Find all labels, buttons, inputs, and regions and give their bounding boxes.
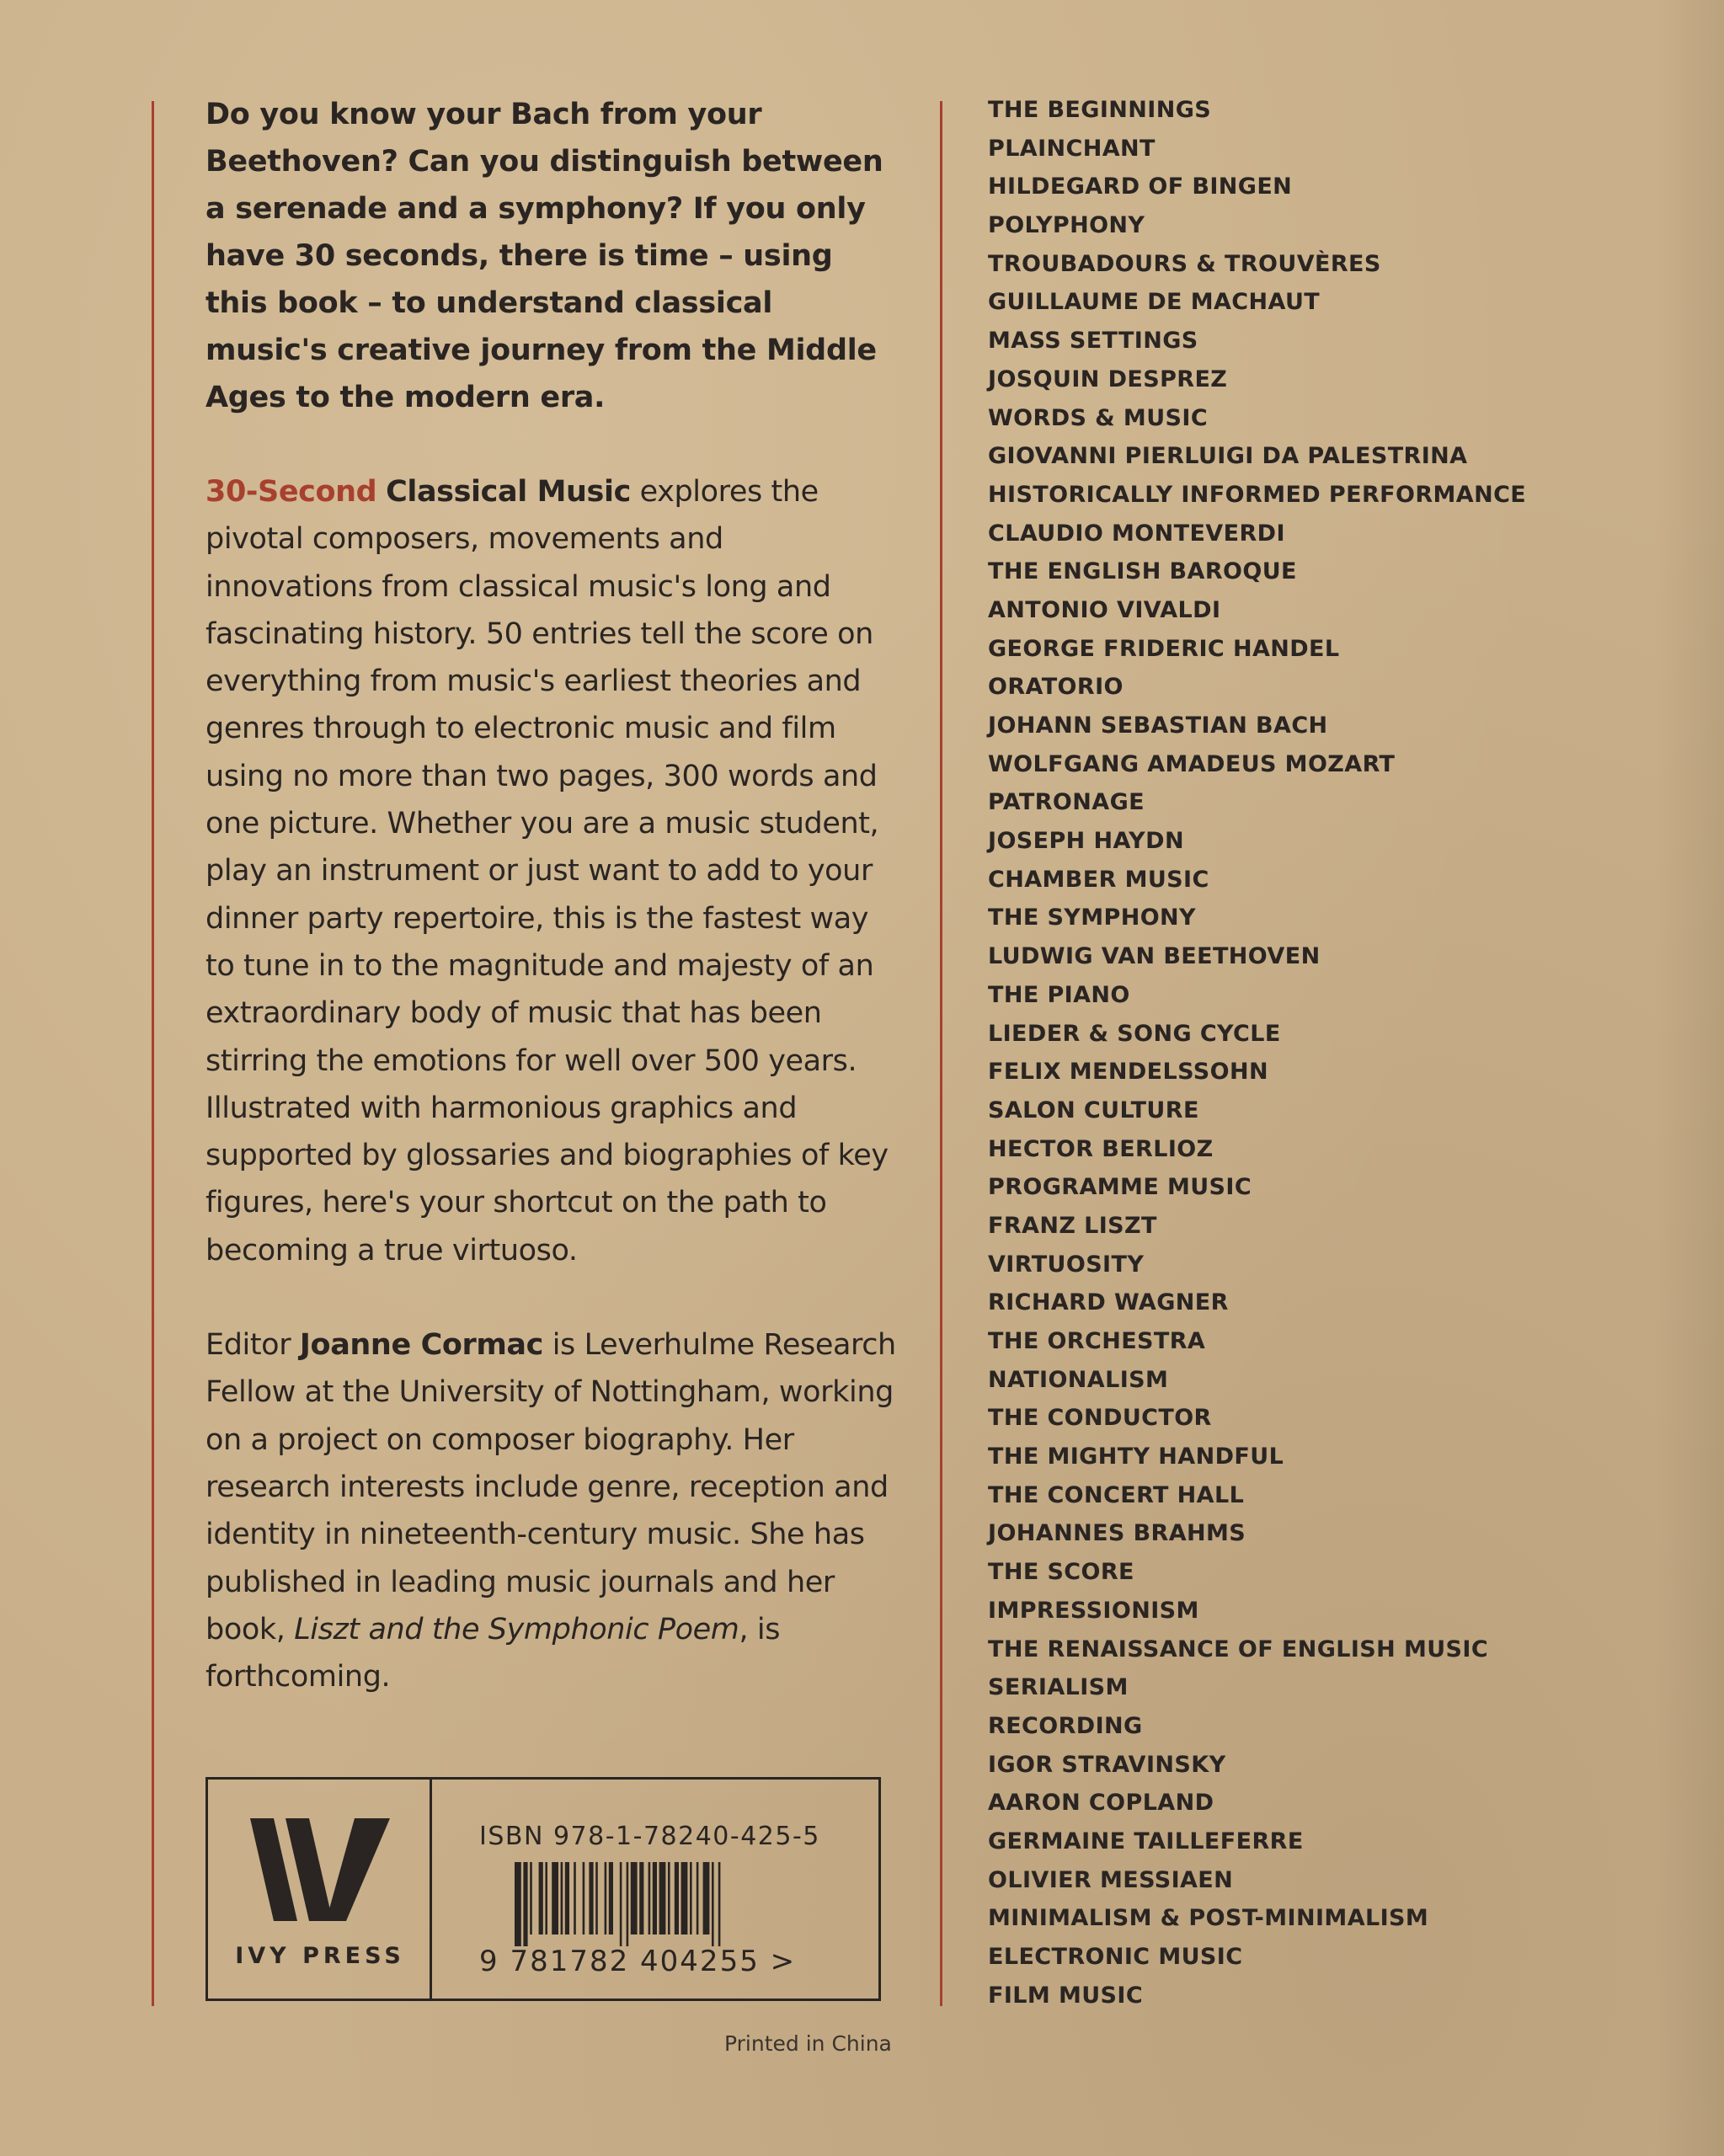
- contents-item: GUILLAUME DE MACHAUT: [988, 289, 1321, 316]
- contents-item: PROGRAMME MUSIC: [988, 1174, 1252, 1201]
- contents-item: SERIALISM: [988, 1674, 1129, 1701]
- contents-item: MINIMALISM & POST-MINIMALISM: [988, 1905, 1429, 1932]
- contents-item: THE RENAISSANCE OF ENGLISH MUSIC: [988, 1636, 1489, 1662]
- contents-item: JOHANNES BRAHMS: [988, 1520, 1246, 1547]
- barcode-bar: [530, 1862, 532, 1935]
- barcode-bar: [631, 1862, 638, 1935]
- column-divider-rule: [940, 101, 942, 2006]
- barcode-bar: [653, 1862, 657, 1935]
- contents-item: THE MIGHTY HANDFUL: [988, 1444, 1284, 1470]
- contents-item: FELIX MENDELSSOHN: [988, 1059, 1268, 1086]
- description-paragraph: [205, 468, 896, 1274]
- blurb-column: [205, 91, 896, 1700]
- contents-item: PLAINCHANT: [988, 135, 1156, 162]
- contents-item: THE BEGINNINGS: [988, 97, 1212, 123]
- contents-item: THE CONCERT HALL: [988, 1481, 1245, 1508]
- contents-item: RECORDING: [988, 1712, 1143, 1739]
- contents-item: FRANZ LISZT: [988, 1212, 1157, 1239]
- barcode-bar: [605, 1862, 607, 1935]
- publisher-logo-cell: [208, 1780, 432, 1999]
- contents-item: JOHANN SEBASTIAN BACH: [988, 712, 1328, 739]
- contents-item: THE ORCHESTRA: [988, 1328, 1206, 1354]
- barcode-bar: [561, 1862, 563, 1935]
- contents-item: WOLFGANG AMADEUS MOZART: [988, 750, 1396, 777]
- barcode-bar: [545, 1862, 547, 1935]
- contents-item: GERMAINE TAILLEFERRE: [988, 1828, 1304, 1854]
- contents-item: IMPRESSIONISM: [988, 1597, 1199, 1624]
- contents-item: TROUBADOURS & TROUVÈRES: [988, 250, 1381, 277]
- barcode-bar: [523, 1862, 527, 1946]
- barcode-bar: [539, 1862, 543, 1935]
- contents-item: GEORGE FRIDERIC HANDEL: [988, 635, 1340, 662]
- contents-item: HISTORICALLY INFORMED PERFORMANCE: [988, 481, 1527, 508]
- contents-item: CLAUDIO MONTEVERDI: [988, 520, 1285, 547]
- barcode-bar: [595, 1862, 598, 1935]
- contents-item: RICHARD WAGNER: [988, 1289, 1229, 1316]
- editor-body: is Leverhulme Research Fellow at the University of Nottingham, working on a project on composer biography. Her research interests include genre, reception and identity in nineteenth-century music. She has published in leading music journals and her book,: [205, 1328, 896, 1646]
- editor-book-title: Liszt and the Symphonic Poem: [294, 1612, 739, 1646]
- barcode-bar: [609, 1862, 613, 1935]
- editor-prefix: Editor: [205, 1328, 291, 1363]
- barcode-bar: [718, 1862, 721, 1946]
- contents-item: HILDEGARD OF BINGEN: [988, 173, 1293, 200]
- barcode-bar: [565, 1862, 569, 1935]
- contents-item: CHAMBER MUSIC: [988, 866, 1209, 893]
- barcode-bar: [620, 1862, 622, 1946]
- contents-list: [988, 91, 1526, 2015]
- barcode-bar: [627, 1862, 629, 1946]
- contents-item: THE PIANO: [988, 981, 1130, 1008]
- contents-item: ORATORIO: [988, 674, 1124, 701]
- contents-item: JOSQUIN DESPREZ: [988, 366, 1228, 392]
- contents-item: PATRONAGE: [988, 789, 1145, 816]
- barcode-bar: [574, 1862, 576, 1935]
- contents-item: THE ENGLISH BAROQUE: [988, 558, 1297, 585]
- contents-item: GIOVANNI PIERLUIGI DA PALESTRINA: [988, 443, 1468, 470]
- contents-item: JOSEPH HAYDN: [988, 828, 1184, 855]
- book-title: Classical Music: [386, 475, 631, 509]
- barcode-bar: [697, 1862, 699, 1935]
- barcode-bar: [681, 1862, 688, 1935]
- contents-item: THE CONDUCTOR: [988, 1405, 1212, 1432]
- barcode-bar: [675, 1862, 679, 1935]
- editor-name: Joanne Cormac: [299, 1328, 543, 1363]
- contents-item: LUDWIG VAN BEETHOVEN: [988, 943, 1321, 970]
- barcode-bar: [583, 1862, 585, 1935]
- contents-item: IGOR STRAVINSKY: [988, 1751, 1226, 1778]
- ivy-press-logo-icon: [248, 1813, 392, 1931]
- contents-item: AARON COPLAND: [988, 1790, 1214, 1817]
- contents-item: ELECTRONIC MUSIC: [988, 1944, 1243, 1970]
- barcode-bar: [703, 1862, 710, 1935]
- printed-in-note: Printed in China: [724, 2031, 892, 2056]
- contents-item: ANTONIO VIVALDI: [988, 596, 1221, 623]
- intro-paragraph: Do you know your Bach from your Beethoven? Can you distinguish between a serenade and a symphony? If you only have 30 seconds, there is time – using this book – to understand classical music's creative journey from the Middle Ages to the modern era.: [205, 98, 883, 414]
- contents-item: SALON CULTURE: [988, 1097, 1199, 1123]
- contents-item: FILM MUSIC: [988, 1982, 1144, 2009]
- barcode-bar: [552, 1862, 558, 1935]
- barcode-bar: [649, 1862, 651, 1935]
- contents-item: HECTOR BERLIOZ: [988, 1135, 1214, 1162]
- contents-item: WORDS & MUSIC: [988, 404, 1209, 431]
- barcode: [511, 1862, 831, 1946]
- barcode-bar: [515, 1862, 521, 1946]
- barcode-bar: [712, 1862, 714, 1946]
- contents-item: THE SYMPHONY: [988, 905, 1197, 931]
- barcode-bar: [659, 1862, 666, 1935]
- publisher-info-box: [205, 1777, 881, 2001]
- editor-paragraph: [205, 1321, 896, 1700]
- isbn-label: ISBN 978-1-78240-425-5: [479, 1822, 820, 1851]
- contents-item: LIEDER & SONG CYCLE: [988, 1020, 1281, 1047]
- contents-item: MASS SETTINGS: [988, 328, 1198, 355]
- barcode-digits: 9 781782 404255 >: [479, 1945, 797, 1978]
- contents-item: OLIVIER MESSIAEN: [988, 1866, 1234, 1893]
- left-margin-rule: [152, 101, 154, 2006]
- barcode-bar: [589, 1862, 593, 1935]
- publisher-name: IVY PRESS: [235, 1943, 405, 1969]
- barcode-bar: [690, 1862, 692, 1935]
- barcode-bar: [639, 1862, 643, 1935]
- description-body: explores the pivotal composers, movements and innovations from classical music's long and fascinating history. 50 entries tell the score on everything from music's earliest theories and genres through to electronic music and film using no more than two pages, 300 words and one picture. Whether you are a music student, play an instrument or just want to add to your dinner party repertoire, this is the fastest way to tune in to the magnitude and majesty of an extraordinary body of music that has been stirring the emotions for well over 500 years. Illustrated with harmonious graphics and supported by glossaries and biographies of key figures, here's your shortcut on the path to becoming a true virtuoso.: [205, 475, 889, 1267]
- series-name: 30-Second: [205, 475, 377, 509]
- contents-item: VIRTUOSITY: [988, 1251, 1145, 1278]
- contents-item: THE SCORE: [988, 1559, 1134, 1586]
- contents-item: POLYPHONY: [988, 212, 1145, 239]
- contents-item: NATIONALISM: [988, 1366, 1169, 1393]
- barcode-bar: [668, 1862, 670, 1935]
- editor-suffix: , is forthcoming.: [205, 1612, 781, 1694]
